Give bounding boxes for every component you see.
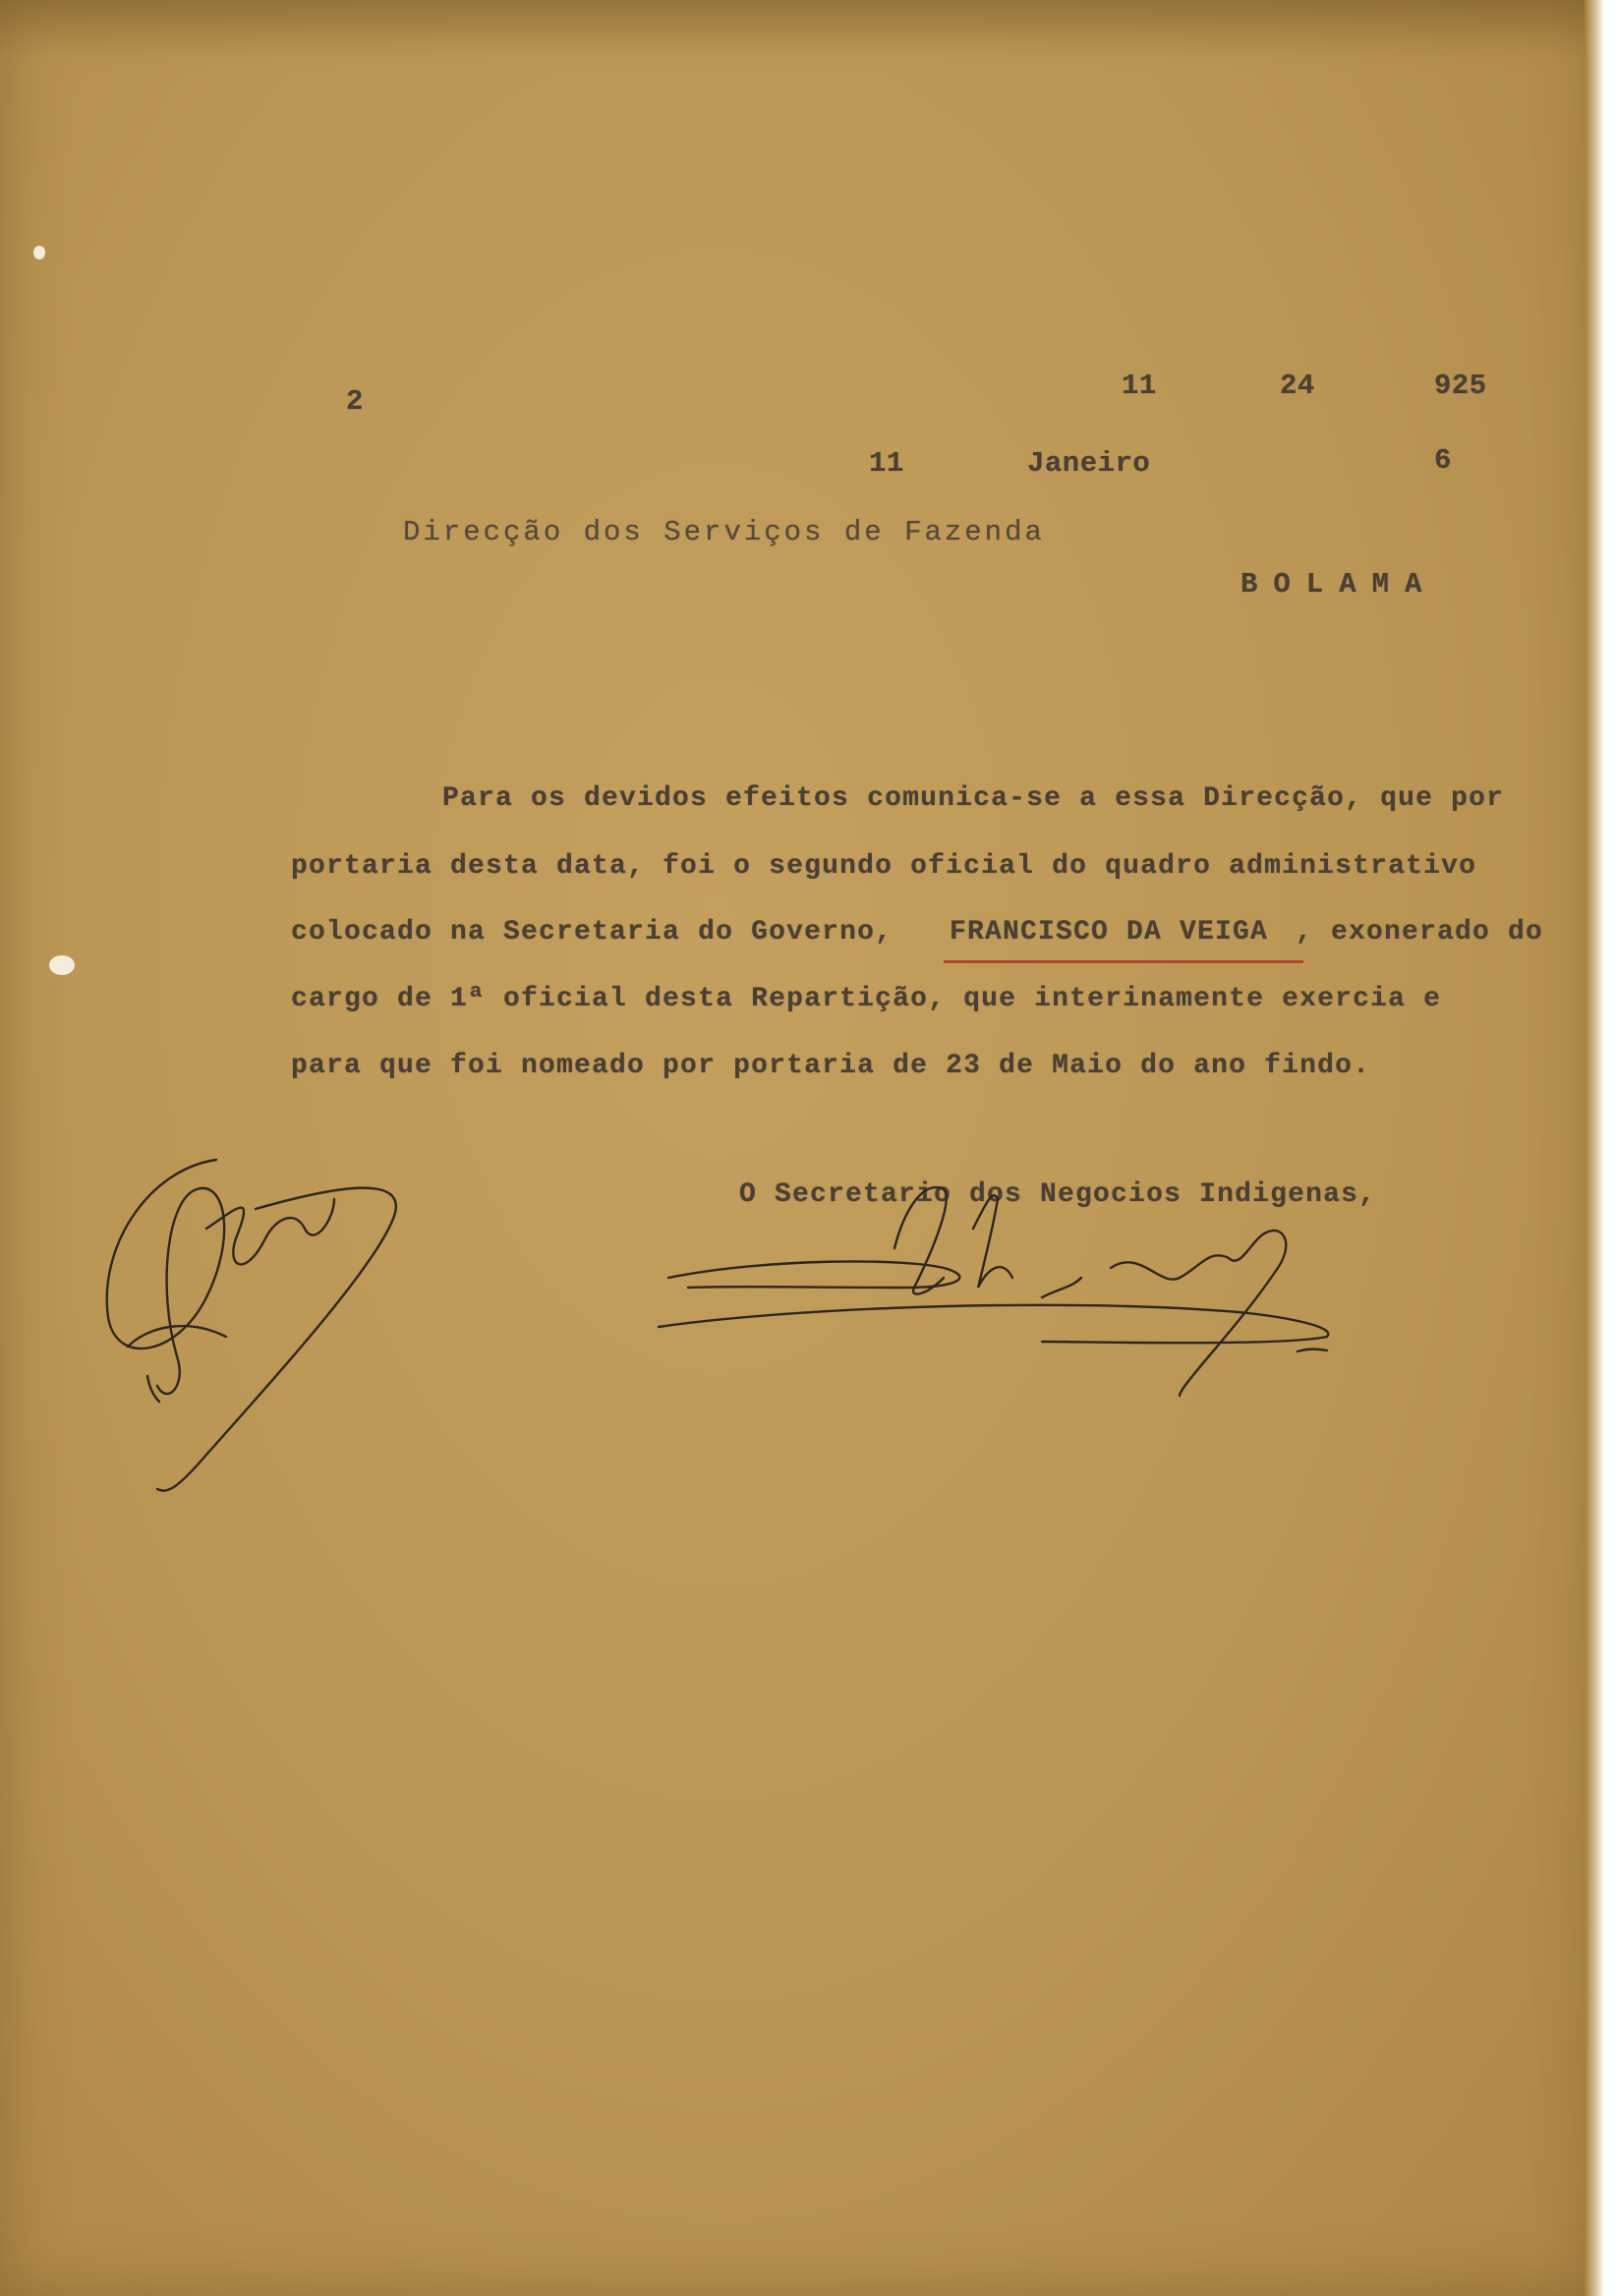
reference-number: 2 — [346, 385, 364, 418]
header-day-top: 11 — [1122, 370, 1157, 402]
header-year: 925 — [1434, 370, 1487, 402]
employee-name-underline — [944, 960, 1303, 963]
addressee-department: Direcção dos Serviços de Fazenda — [403, 516, 1045, 548]
left-signature — [88, 1130, 423, 1504]
body-line-4: cargo de 1ª oficial desta Repartição, que interinamente exercia e — [291, 984, 1442, 1014]
header-month-number: 24 — [1280, 370, 1315, 402]
top-shadow — [0, 0, 1596, 59]
punch-hole-bottom — [49, 955, 75, 975]
body-line-1: Para os devidos efeitos comunica-se a essa Direcção, que por — [442, 783, 1505, 814]
date-month: Janeiro — [1027, 447, 1151, 480]
right-signature — [649, 1140, 1356, 1435]
body-line-5: para que foi nomeado por portaria de 23 de Maio do ano findo. — [291, 1051, 1371, 1081]
date-day: 11 — [869, 447, 904, 480]
body-line-3a: colocado na Secretaria do Governo, — [291, 917, 894, 947]
body-line-3b: , exonerado do — [1296, 917, 1544, 947]
employee-name: FRANCISCO DA VEIGA — [950, 917, 1269, 947]
body-line-2: portaria desta data, foi o segundo oficial do quadro administrativo — [291, 851, 1477, 882]
paper-edge — [1585, 0, 1604, 2296]
punch-hole-top — [33, 246, 45, 259]
signatory-title: O Secretario dos Negocios Indigenas, — [739, 1179, 1377, 1210]
addressee-city: BOLAMA — [1240, 568, 1438, 601]
header-count: 6 — [1434, 444, 1452, 477]
